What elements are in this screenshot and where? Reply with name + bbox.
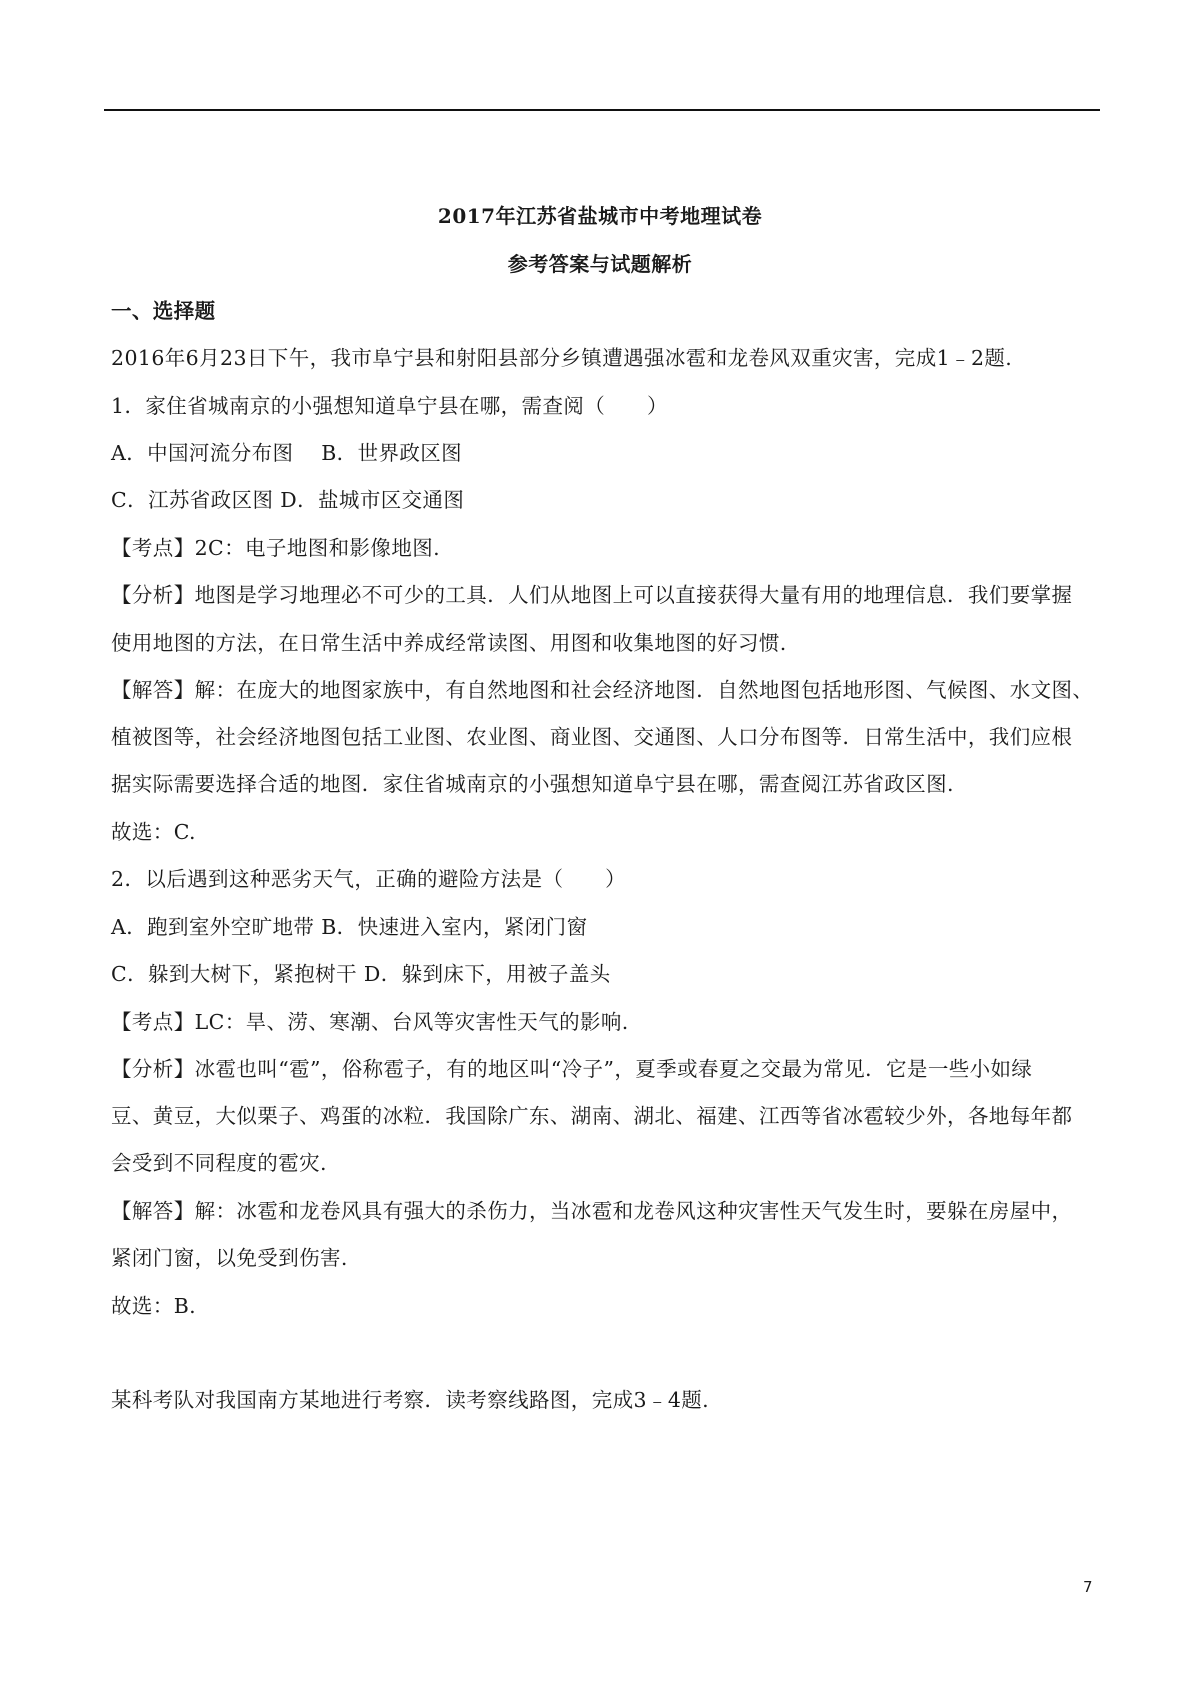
question-1: 1．家住省城南京的小强想知道阜宁县在哪，需查阅（ ）	[111, 394, 668, 418]
question-1-options-cd: C．江苏省政区图 D．盐城市区交通图	[111, 488, 465, 512]
page-number: 7	[1083, 1578, 1093, 1596]
question-2-answer: 【解答】解：冰雹和龙卷风具有强大的杀伤力，当冰雹和龙卷风这种灾害性天气发生时，要躲在房屋中，	[111, 1199, 1073, 1223]
document-subtitle: 参考答案与试题解析	[507, 252, 693, 276]
question-2-answer: 紧闭门窗，以免受到伤害.	[111, 1246, 348, 1270]
question-2-options-cd: C．躲到大树下，紧抱树干 D．躲到床下，用被子盖头	[111, 962, 611, 986]
header-rule	[104, 109, 1100, 111]
question-1-answer: 【解答】解：在庞大的地图家族中，有自然地图和社会经济地图．自然地图包括地形图、气候图、水文图、	[111, 678, 1094, 702]
question-1-choice: 故选：C.	[111, 820, 196, 844]
question-1-analysis: 使用地图的方法，在日常生活中养成经常读图、用图和收集地图的好习惯.	[111, 631, 787, 655]
question-2-analysis: 【分析】冰雹也叫“雹”，俗称雹子，有的地区叫“冷子”，夏季或春夏之交最为常见．它是一些小如绿	[111, 1057, 1033, 1081]
question-1-analysis: 【分析】地图是学习地理必不可少的工具．人们从地图上可以直接获得大量有用的地理信息．我们要掌握	[111, 583, 1073, 607]
question-2-options-ab: A．跑到室外空旷地带 B．快速进入室内，紧闭门窗	[111, 915, 588, 939]
question-1-knowledge-point: 【考点】2C：电子地图和影像地图.	[111, 536, 441, 560]
document-title: 2017年江苏省盐城市中考地理试卷	[437, 204, 763, 228]
question-2-knowledge-point: 【考点】LC：旱、涝、寒潮、台风等灾害性天气的影响.	[111, 1010, 629, 1034]
question-2: 2．以后遇到这种恶劣天气，正确的避险方法是（ ）	[111, 867, 627, 891]
question-2-choice: 故选：B.	[111, 1294, 197, 1318]
question-2-analysis: 豆、黄豆，大似栗子、鸡蛋的冰粒．我国除广东、湖南、湖北、福建、江西等省冰雹较少外，各地每年都	[111, 1104, 1073, 1128]
questions-3-4-intro: 某科考队对我国南方某地进行考察．读考察线路图，完成3﹣4题.	[111, 1388, 710, 1412]
question-1-options-ab: A．中国河流分布图 B．世界政区图	[111, 441, 463, 465]
question-2-analysis: 会受到不同程度的雹灾.	[111, 1151, 327, 1175]
question-1-answer: 据实际需要选择合适的地图．家住省城南京的小强想知道阜宁县在哪，需查阅江苏省政区图.	[111, 772, 954, 796]
question-1-answer: 植被图等，社会经济地图包括工业图、农业图、商业图、交通图、人口分布图等．日常生活中，我们应根	[111, 725, 1073, 749]
intro-line: 2016年6月23日下午，我市阜宁县和射阳县部分乡镇遭遇强冰雹和龙卷风双重灾害，完成1﹣2题.	[111, 346, 1013, 370]
section-heading: 一、选择题	[111, 299, 216, 323]
